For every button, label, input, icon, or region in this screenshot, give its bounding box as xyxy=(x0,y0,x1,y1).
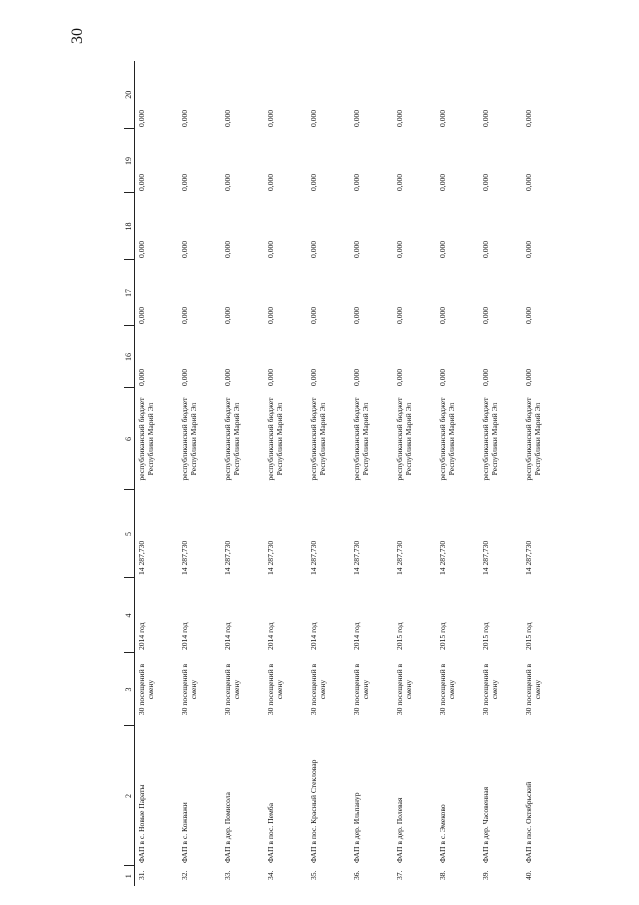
funding-source: республиканский бюджет Республики Марий Эл xyxy=(438,397,456,481)
table-row xyxy=(393,61,436,886)
value-col-19: 0,000 xyxy=(266,173,275,191)
capacity: 30 посещений в смену xyxy=(524,663,542,716)
value-col-16: 0,000 xyxy=(180,368,189,386)
value-col-20: 0,000 xyxy=(223,109,232,127)
value-col-20: 0,000 xyxy=(481,109,490,127)
value-col-18: 0,000 xyxy=(352,240,361,258)
value-col-16: 0,000 xyxy=(481,368,490,386)
cost: 14 287,730 xyxy=(352,540,361,575)
facility-name: ФАП в дер. Ильпанур xyxy=(352,792,361,863)
value-col-19: 0,000 xyxy=(180,173,189,191)
funding-source: республиканский бюджет Республики Марий Эл xyxy=(266,397,284,481)
facility-name: ФАП в с. Новые Параты xyxy=(137,784,146,863)
value-col-16: 0,000 xyxy=(309,368,318,386)
cost: 14 287,730 xyxy=(524,540,533,575)
value-col-20: 0,000 xyxy=(524,109,533,127)
col-header-2: 2 xyxy=(124,726,135,866)
funding-source: республиканский бюджет Республики Марий Эл xyxy=(395,397,413,481)
year: 2014 год xyxy=(309,622,318,650)
cost: 14 287,730 xyxy=(438,540,447,575)
row-number: 38. xyxy=(438,870,447,880)
table-row xyxy=(436,61,479,886)
capacity: 30 посещений в смену xyxy=(223,663,241,716)
table-row xyxy=(350,61,393,886)
value-col-16: 0,000 xyxy=(352,368,361,386)
value-col-20: 0,000 xyxy=(395,109,404,127)
col-header-18: 18 xyxy=(124,193,135,260)
cost: 14 287,730 xyxy=(223,540,232,575)
value-col-19: 0,000 xyxy=(524,173,533,191)
row-number: 35. xyxy=(309,870,318,880)
value-col-20: 0,000 xyxy=(438,109,447,127)
value-col-17: 0,000 xyxy=(352,306,361,324)
funding-source: республиканский бюджет Республики Марий Эл xyxy=(481,397,499,481)
table-row xyxy=(264,61,307,886)
value-col-18: 0,000 xyxy=(438,240,447,258)
value-col-17: 0,000 xyxy=(137,306,146,324)
funding-source: республиканский бюджет Республики Марий Эл xyxy=(309,397,327,481)
value-col-19: 0,000 xyxy=(137,173,146,191)
value-col-20: 0,000 xyxy=(137,109,146,127)
year: 2015 год xyxy=(438,622,447,650)
value-col-19: 0,000 xyxy=(352,173,361,191)
table-row xyxy=(135,61,179,886)
funding-source: республиканский бюджет Республики Марий Эл xyxy=(524,397,542,481)
value-col-18: 0,000 xyxy=(266,240,275,258)
row-number: 31. xyxy=(137,870,146,880)
column-number-row xyxy=(124,61,135,886)
facility-name: ФАП в пос. Октябрьский xyxy=(524,781,533,863)
capacity: 30 посещений в смену xyxy=(180,663,198,716)
value-col-20: 0,000 xyxy=(180,109,189,127)
table-row xyxy=(522,61,565,886)
cost: 14 287,730 xyxy=(395,540,404,575)
program-table-wrapper xyxy=(124,61,564,886)
col-header-17: 17 xyxy=(124,260,135,326)
table-row xyxy=(221,61,264,886)
capacity: 30 посещений в смену xyxy=(352,663,370,716)
col-header-6: 6 xyxy=(124,388,135,490)
value-col-16: 0,000 xyxy=(137,368,146,386)
funding-source: республиканский бюджет Республики Марий Эл xyxy=(137,397,155,481)
capacity: 30 посещений в смену xyxy=(266,663,284,716)
row-number: 37. xyxy=(395,870,404,880)
value-col-16: 0,000 xyxy=(524,368,533,386)
value-col-19: 0,000 xyxy=(438,173,447,191)
col-header-5: 5 xyxy=(124,490,135,578)
value-col-17: 0,000 xyxy=(395,306,404,324)
capacity: 30 посещений в смену xyxy=(309,663,327,716)
year: 2015 год xyxy=(524,622,533,650)
value-col-20: 0,000 xyxy=(309,109,318,127)
page-number: 30 xyxy=(69,28,86,44)
table-row xyxy=(479,61,522,886)
table-row xyxy=(178,61,221,886)
capacity: 30 посещений в смену xyxy=(438,663,456,716)
funding-source: республиканский бюджет Республики Марий Эл xyxy=(223,397,241,481)
funding-source: республиканский бюджет Республики Марий Эл xyxy=(352,397,370,481)
col-header-16: 16 xyxy=(124,326,135,388)
value-col-19: 0,000 xyxy=(309,173,318,191)
row-number: 40. xyxy=(524,870,533,880)
facility-name: ФАП в дер. Полевая xyxy=(395,797,404,863)
table-row xyxy=(307,61,350,886)
year: 2014 год xyxy=(223,622,232,650)
capacity: 30 посещений в смену xyxy=(481,663,499,716)
cost: 14 287,730 xyxy=(309,540,318,575)
value-col-17: 0,000 xyxy=(309,306,318,324)
value-col-18: 0,000 xyxy=(309,240,318,258)
col-header-4: 4 xyxy=(124,578,135,653)
value-col-19: 0,000 xyxy=(223,173,232,191)
facility-name: ФАП в дер. Часовенная xyxy=(481,786,490,863)
year: 2015 год xyxy=(481,622,490,650)
value-col-20: 0,000 xyxy=(352,109,361,127)
row-number: 34. xyxy=(266,870,275,880)
value-col-18: 0,000 xyxy=(180,240,189,258)
value-col-17: 0,000 xyxy=(266,306,275,324)
table-header xyxy=(124,61,135,886)
value-col-20: 0,000 xyxy=(266,109,275,127)
row-number: 36. xyxy=(352,870,361,880)
year: 2015 год xyxy=(395,622,404,650)
value-col-18: 0,000 xyxy=(137,240,146,258)
value-col-19: 0,000 xyxy=(395,173,404,191)
value-col-16: 0,000 xyxy=(438,368,447,386)
value-col-17: 0,000 xyxy=(438,306,447,324)
cost: 14 287,730 xyxy=(266,540,275,575)
col-header-3: 3 xyxy=(124,653,135,726)
value-col-17: 0,000 xyxy=(481,306,490,324)
value-col-18: 0,000 xyxy=(524,240,533,258)
value-col-16: 0,000 xyxy=(395,368,404,386)
value-col-17: 0,000 xyxy=(524,306,533,324)
row-number: 32. xyxy=(180,870,189,880)
value-col-19: 0,000 xyxy=(481,173,490,191)
value-col-16: 0,000 xyxy=(223,368,232,386)
value-col-16: 0,000 xyxy=(266,368,275,386)
value-col-18: 0,000 xyxy=(481,240,490,258)
year: 2014 год xyxy=(266,622,275,650)
cost: 14 287,730 xyxy=(180,540,189,575)
cost: 14 287,730 xyxy=(137,540,146,575)
value-col-18: 0,000 xyxy=(223,240,232,258)
value-col-17: 0,000 xyxy=(223,306,232,324)
facility-name: ФАП в пос. Пемба xyxy=(266,803,275,863)
facility-name: ФАП в дер. Помисола xyxy=(223,792,232,863)
program-table xyxy=(124,61,565,886)
year: 2014 год xyxy=(180,622,189,650)
col-header-1: 1 xyxy=(124,866,135,886)
value-col-18: 0,000 xyxy=(395,240,404,258)
table-body xyxy=(135,61,566,886)
row-number: 39. xyxy=(481,870,490,880)
funding-source: республиканский бюджет Республики Марий Эл xyxy=(180,397,198,481)
year: 2014 год xyxy=(352,622,361,650)
col-header-19: 19 xyxy=(124,129,135,193)
capacity: 30 посещений в смену xyxy=(395,663,413,716)
row-number: 33. xyxy=(223,870,232,880)
value-col-17: 0,000 xyxy=(180,306,189,324)
capacity: 30 посещений в смену xyxy=(137,663,155,716)
facility-name: ФАП в пос. Красный Стекловар xyxy=(309,759,318,863)
cost: 14 287,730 xyxy=(481,540,490,575)
year: 2014 год xyxy=(137,622,146,650)
facility-name: ФАП в с. Эмеково xyxy=(438,804,447,863)
facility-name: ФАП в с. Кожважи xyxy=(180,802,189,863)
col-header-20: 20 xyxy=(124,61,135,129)
